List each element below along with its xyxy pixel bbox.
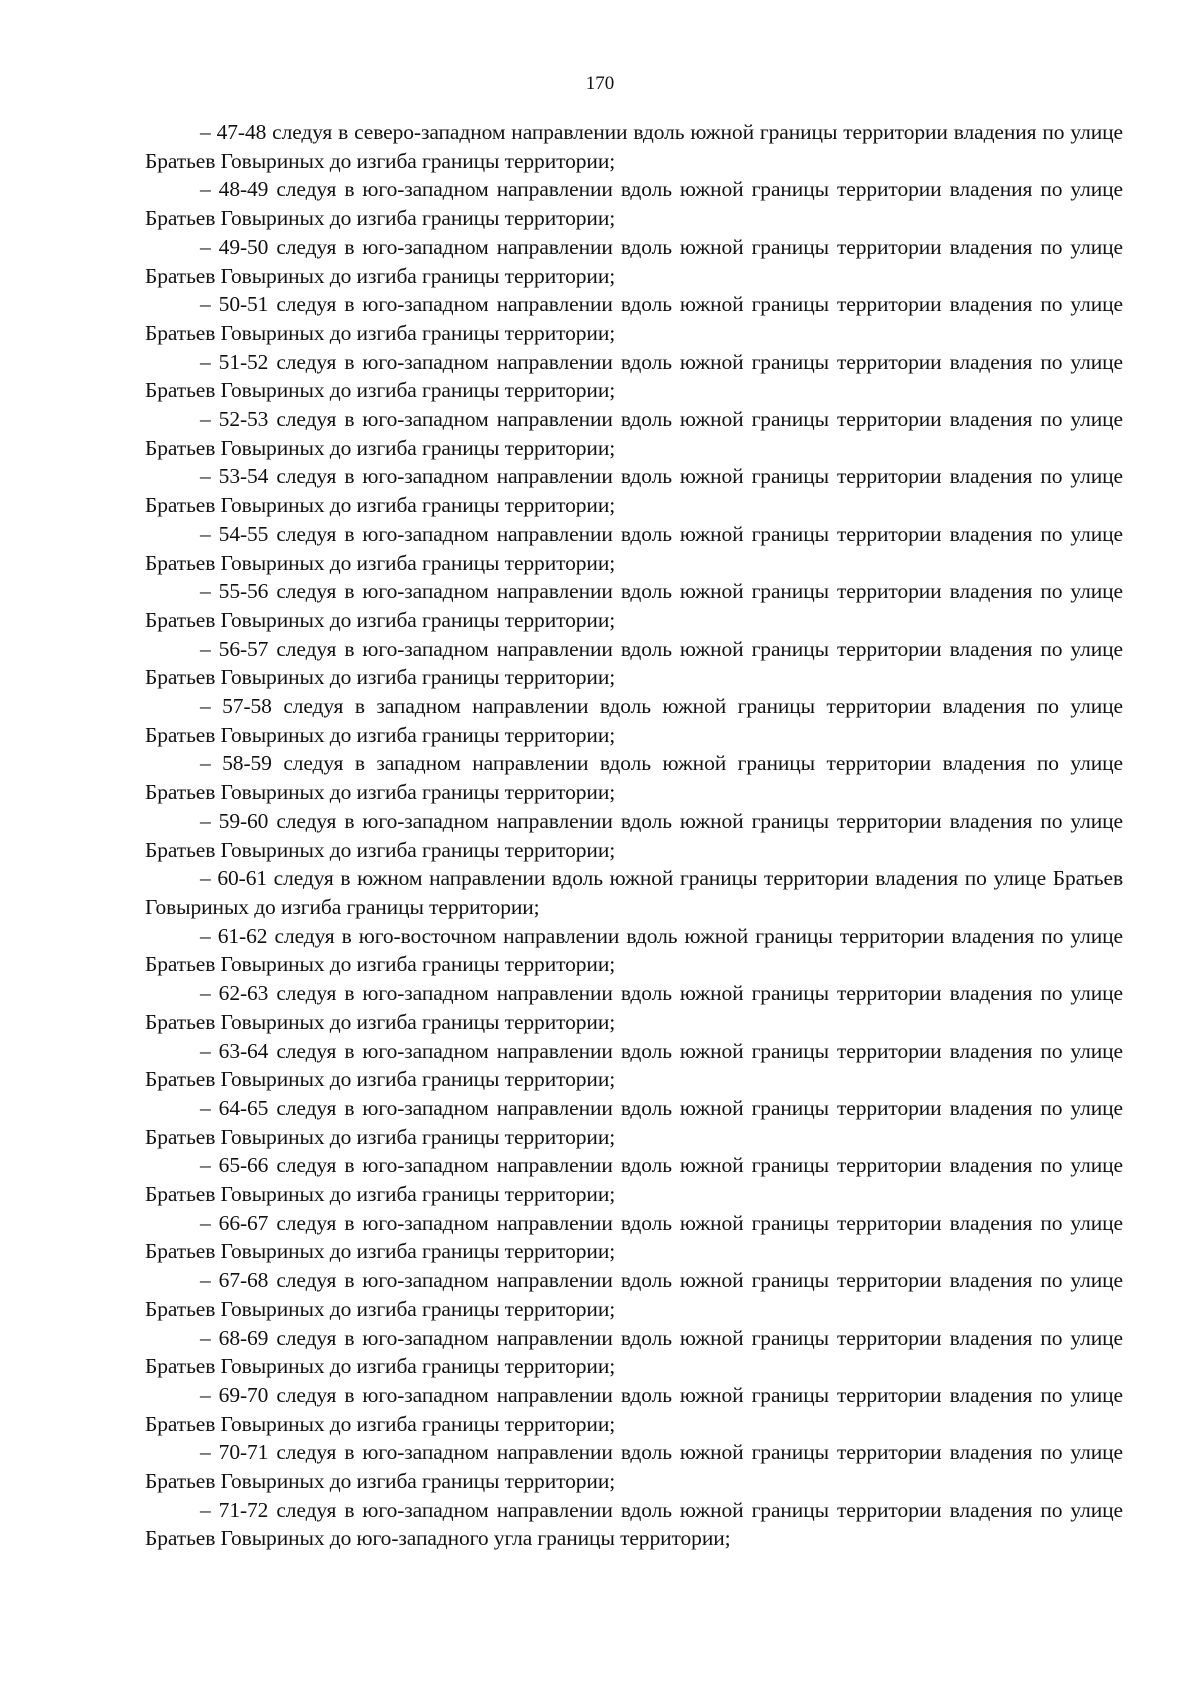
list-item: – 54-55 следуя в юго-западном направлении вдоль южной границы территории владения по улице Братьев Говыриных до изгиба границы территории;	[145, 521, 1123, 575]
list-item: – 57-58 следуя в западном направлении вдоль южной границы территории владения по улице Братьев Говыриных до изгиба границы территории;	[145, 694, 1123, 747]
list-item: – 67-68 следуя в юго-западном направлении вдоль южной границы территории владения по улице Братьев Говыриных до изгиба границы территории;	[145, 1268, 1123, 1321]
list-item: – 69-70 следуя в юго-западном направлении вдоль южной границы территории владения по улице Братьев Говыриных до изгиба границы территории;	[145, 1382, 1123, 1436]
list-item: – 70-71 следуя в юго-западном направлении вдоль южной границы территории владения по улице Братьев Говыриных до изгиба границы территории;	[145, 1440, 1123, 1494]
list-item: – 52-53 следуя в юго-западном направлении вдоль южной границы территории владения по улице Братьев Говыриных до изгиба границы территории;	[145, 407, 1123, 460]
list-item: – 62-63 следуя в юго-западном направлении вдоль южной границы территории владения по улице Братьев Говыриных до изгиба границы территории;	[145, 981, 1123, 1034]
list-item: – 48-49 следуя в юго-западном направлении вдоль южной границы территории владения по улице Братьев Говыриных до изгиба границы территории;	[145, 177, 1123, 231]
list-item: – 53-54 следуя в юго-западном направлении вдоль южной границы территории владения по улице Братьев Говыриных до изгиба границы территории;	[145, 464, 1123, 518]
list-item: – 56-57 следуя в юго-западном направлении вдоль южной границы территории владения по улице Братьев Говыриных до изгиба границы территории;	[145, 636, 1123, 690]
list-item: – 63-64 следуя в юго-западном направлении вдоль южной границы территории владения по улице Братьев Говыриных до изгиба границы территории;	[145, 1038, 1123, 1092]
list-item: – 58-59 следуя в западном направлении вдоль южной границы территории владения по улице Братьев Говыриных до изгиба границы территории;	[145, 751, 1123, 805]
list-item: – 59-60 следуя в юго-западном направлении вдоль южной границы территории владения по улице Братьев Говыриных до изгиба границы территории;	[145, 808, 1123, 862]
list-item: – 60-61 следуя в южном направлении вдоль южной границы территории владения по улице Братьев Говыриных до изгиба границы территории;	[145, 866, 1123, 919]
list-item: – 51-52 следуя в юго-западном направлении вдоль южной границы территории владения по улице Братьев Говыриных до изгиба границы территории;	[145, 349, 1123, 403]
list-item: – 49-50 следуя в юго-западном направлении вдоль южной границы территории владения по улице Братьев Говыриных до изгиба границы территории;	[145, 234, 1123, 288]
list-item: – 66-67 следуя в юго-западном направлении вдоль южной границы территории владения по улице Братьев Говыриных до изгиба границы территории;	[145, 1210, 1123, 1264]
list-item: – 55-56 следуя в юго-западном направлении вдоль южной границы территории владения по улице Братьев Говыриных до изгиба границы территории;	[145, 579, 1123, 632]
list-item: – 61-62 следуя в юго-восточном направлении вдоль южной границы территории владения по улице Братьев Говыриных до изгиба границы территории;	[145, 923, 1123, 977]
list-item: – 68-69 следуя в юго-западном направлении вдоль южной границы территории владения по улице Братьев Говыриных до изгиба границы территории;	[145, 1325, 1123, 1379]
list-item: – 64-65 следуя в юго-западном направлении вдоль южной границы территории владения по улице Братьев Говыриных до изгиба границы территории;	[145, 1095, 1123, 1149]
list-item: – 47-48 следуя в северо-западном направлении вдоль южной границы территории владения по улице Братьев Говыриных до изгиба границы территории;	[145, 120, 1123, 173]
page-number: 170	[585, 73, 615, 94]
list-item: – 65-66 следуя в юго-западном направлении вдоль южной границы территории владения по улице Братьев Говыриных до изгиба границы территории;	[145, 1153, 1123, 1207]
boundary-description-list	[145, 118, 1123, 1553]
list-item: – 50-51 следуя в юго-западном направлении вдоль южной границы территории владения по улице Братьев Говыриных до изгиба границы территории;	[145, 292, 1123, 345]
list-item: – 71-72 следуя в юго-западном направлении вдоль южной границы территории владения по улице Братьев Говыриных до юго-западного угла границы территории;	[145, 1497, 1123, 1551]
